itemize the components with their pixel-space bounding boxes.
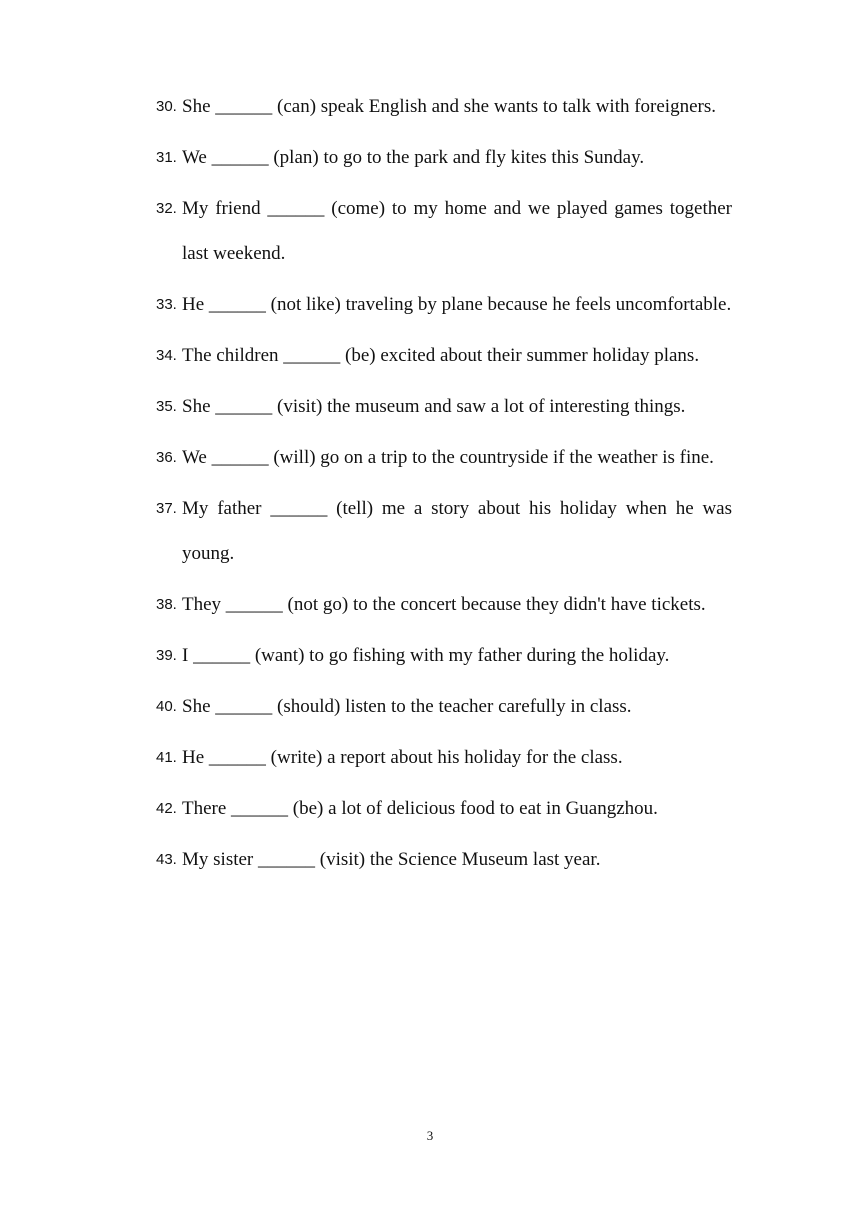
question-text: He ______ (write) a report about his holiday for the class.: [182, 747, 623, 768]
question-number: 43.: [156, 851, 177, 868]
question-text: We ______ (plan) to go to the park and fly kites this Sunday.: [182, 147, 645, 168]
question-text: My father ______ (tell) me a story about his holiday when he was young.: [182, 498, 732, 564]
question-text: He ______ (not like) traveling by plane because he feels uncomfortable.: [182, 294, 732, 315]
question-item: [156, 384, 732, 429]
question-text: She ______ (should) listen to the teacher carefully in class.: [182, 696, 632, 717]
question-item: [156, 435, 732, 480]
question-item: [156, 633, 732, 678]
question-text: My sister ______ (visit) the Science Museum last year.: [182, 849, 601, 870]
page-number: 3: [426, 1128, 434, 1143]
question-text: They ______ (not go) to the concert because they didn't have tickets.: [182, 594, 706, 615]
question-item: [156, 135, 732, 180]
question-item: [156, 582, 732, 627]
question-list: [156, 84, 732, 888]
question-number: 37.: [156, 500, 177, 517]
question-item: [156, 837, 732, 882]
question-number: 35.: [156, 398, 177, 415]
question-number: 33.: [156, 296, 177, 313]
question-text: We ______ (will) go on a trip to the countryside if the weather is fine.: [182, 447, 714, 468]
question-item: [156, 282, 732, 327]
question-text: I ______ (want) to go fishing with my father during the holiday.: [182, 645, 670, 666]
question-number: 41.: [156, 749, 177, 766]
question-number: 36.: [156, 449, 177, 466]
question-number: 38.: [156, 596, 177, 613]
question-number: 40.: [156, 698, 177, 715]
question-item: [156, 684, 732, 729]
question-item: [156, 735, 732, 780]
question-number: 32.: [156, 200, 177, 217]
question-item: [156, 486, 732, 576]
question-text: The children ______ (be) excited about their summer holiday plans.: [182, 345, 700, 366]
question-text: She ______ (visit) the museum and saw a lot of interesting things.: [182, 396, 686, 417]
question-text: She ______ (can) speak English and she wants to talk with foreigners.: [182, 96, 716, 117]
question-number: 42.: [156, 800, 177, 817]
question-item: [156, 786, 732, 831]
question-number: 31.: [156, 149, 177, 166]
question-text: My friend ______ (come) to my home and we played games together last weekend.: [182, 198, 732, 264]
question-item: [156, 186, 732, 276]
question-number: 39.: [156, 647, 177, 664]
question-item: [156, 333, 732, 378]
question-number: 34.: [156, 347, 177, 364]
question-item: [156, 84, 732, 129]
question-text: There ______ (be) a lot of delicious food to eat in Guangzhou.: [182, 798, 658, 819]
question-number: 30.: [156, 98, 177, 115]
